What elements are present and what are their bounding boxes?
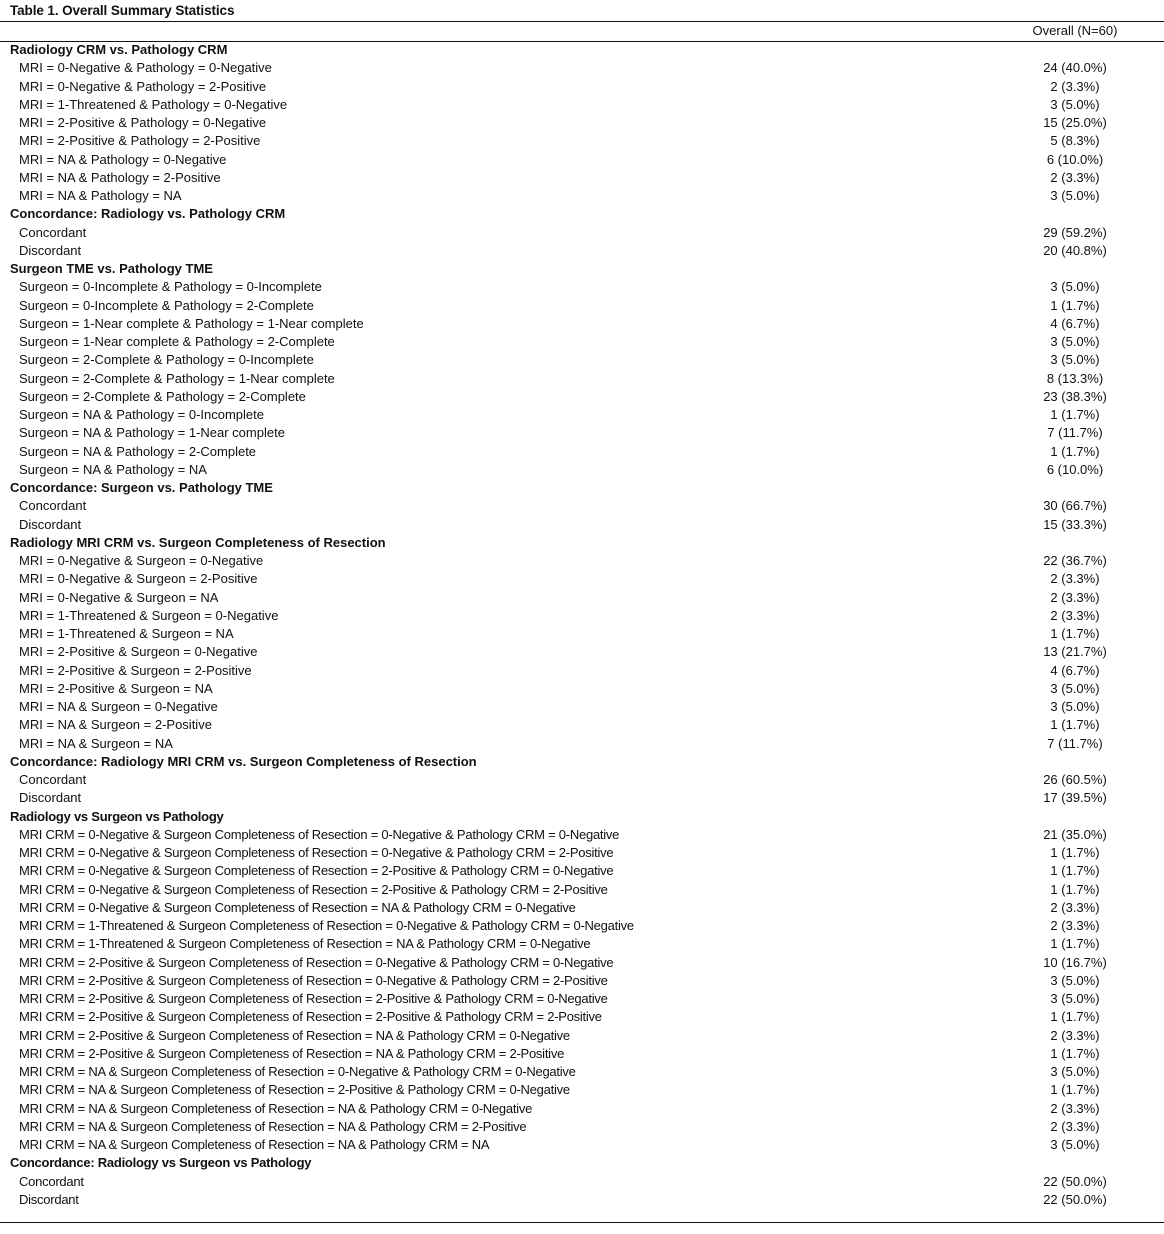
row-value: 1 (1.7%) bbox=[1050, 1009, 1100, 1025]
table-row bbox=[0, 1008, 1164, 1026]
row-value: 4 (6.7%) bbox=[1050, 315, 1100, 331]
row-value: 2 (3.3%) bbox=[1050, 571, 1100, 587]
table-row bbox=[0, 59, 1164, 77]
table-row bbox=[0, 1136, 1164, 1154]
section-header-row bbox=[0, 260, 1164, 278]
row-value: 2 (3.3%) bbox=[1050, 78, 1100, 94]
row-value: 2 (3.3%) bbox=[1050, 1027, 1100, 1043]
table-row bbox=[0, 406, 1164, 424]
row-value: 22 (36.7%) bbox=[1043, 553, 1107, 568]
row-value: 20 (40.8%) bbox=[1043, 242, 1107, 258]
table-row bbox=[0, 570, 1164, 588]
table-row bbox=[0, 443, 1164, 461]
table-row bbox=[0, 315, 1164, 333]
row-label: MRI CRM = 0-Negative & Surgeon Completeness of Resection = NA & Pathology CRM = 0-Negative bbox=[19, 899, 576, 915]
row-label: Surgeon = 2-Complete & Pathology = 2-Complete bbox=[19, 388, 306, 404]
table-row bbox=[0, 662, 1164, 680]
table-row bbox=[0, 187, 1164, 205]
row-label: MRI = 2-Positive & Surgeon = 2-Positive bbox=[19, 662, 252, 678]
table-row bbox=[0, 972, 1164, 990]
row-value: 3 (5.0%) bbox=[1050, 972, 1100, 988]
table-row bbox=[0, 698, 1164, 716]
row-value: 30 (66.7%) bbox=[1043, 498, 1107, 514]
row-label: Surgeon = 2-Complete & Pathology = 1-Near complete bbox=[19, 370, 335, 386]
section-header-row bbox=[0, 479, 1164, 497]
table-row bbox=[0, 1045, 1164, 1063]
table-row bbox=[0, 826, 1164, 844]
row-value: 7 (11.7%) bbox=[1047, 425, 1103, 441]
table-row bbox=[0, 224, 1164, 242]
row-label: MRI CRM = 2-Positive & Surgeon Completeness of Resection = NA & Pathology CRM = 2-Positive bbox=[19, 1045, 565, 1061]
row-label: MRI CRM = 2-Positive & Surgeon Completeness of Resection = 2-Positive & Pathology CRM = 0-Negative bbox=[19, 991, 608, 1006]
row-value: 3 (5.0%) bbox=[1050, 699, 1100, 714]
row-value: 21 (35.0%) bbox=[1043, 826, 1107, 842]
row-value: 3 (5.0%) bbox=[1050, 991, 1100, 1006]
row-value: 3 (5.0%) bbox=[1050, 352, 1100, 368]
row-value: 2 (3.3%) bbox=[1050, 169, 1100, 185]
row-label: Concordant bbox=[19, 498, 87, 514]
table-row bbox=[0, 680, 1164, 698]
row-label: Surgeon = 0-Incomplete & Pathology = 0-Incomplete bbox=[19, 279, 322, 295]
row-label: MRI CRM = 0-Negative & Surgeon Completeness of Resection = 0-Negative & Pathology CRM = 2-Positive bbox=[19, 845, 614, 860]
row-label: Surgeon = 1-Near complete & Pathology = 1-Near complete bbox=[19, 315, 364, 331]
table-row bbox=[0, 552, 1164, 570]
row-value: 3 (5.0%) bbox=[1050, 1137, 1100, 1152]
row-label: Surgeon = NA & Pathology = 0-Incomplete bbox=[19, 407, 264, 422]
row-label: Surgeon = NA & Pathology = 1-Near complete bbox=[19, 425, 285, 441]
row-label: MRI CRM = 2-Positive & Surgeon Completeness of Resection = 0-Negative & Pathology CRM = 0-Negative bbox=[19, 954, 614, 970]
table-row bbox=[0, 954, 1164, 972]
row-value: 1 (1.7%) bbox=[1050, 1045, 1100, 1061]
table-bottom-rule bbox=[0, 1222, 1164, 1223]
table-row bbox=[0, 370, 1164, 388]
row-label: MRI CRM = NA & Surgeon Completeness of Resection = 0-Negative & Pathology CRM = 0-Negative bbox=[19, 1064, 576, 1079]
table-body bbox=[0, 41, 1164, 1209]
row-label: MRI CRM = 0-Negative & Surgeon Completeness of Resection = 0-Negative & Pathology CRM = 0-Negative bbox=[19, 826, 620, 842]
table-row bbox=[0, 96, 1164, 114]
row-label: MRI = 0-Negative & Surgeon = NA bbox=[19, 589, 219, 605]
row-label: MRI = 0-Negative & Pathology = 2-Positive bbox=[19, 78, 267, 94]
row-label: MRI = 2-Positive & Pathology = 0-Negative bbox=[19, 115, 267, 130]
row-value: 22 (50.0%) bbox=[1043, 1173, 1107, 1189]
section-header-row bbox=[0, 205, 1164, 223]
table-row bbox=[0, 351, 1164, 369]
table-row bbox=[0, 497, 1164, 515]
row-label: MRI CRM = NA & Surgeon Completeness of Resection = NA & Pathology CRM = NA bbox=[19, 1137, 490, 1152]
row-label: MRI = NA & Pathology = 0-Negative bbox=[19, 151, 227, 167]
row-label: Surgeon = 1-Near complete & Pathology = 2-Complete bbox=[19, 334, 335, 349]
row-label: Discordant bbox=[19, 790, 82, 806]
table-top-rule bbox=[0, 21, 1164, 22]
row-label: Discordant bbox=[19, 1191, 79, 1207]
section-header-row bbox=[0, 534, 1164, 552]
row-value: 2 (3.3%) bbox=[1050, 899, 1100, 915]
column-header-overall: Overall (N=60) bbox=[1032, 23, 1118, 38]
row-label: Surgeon = 2-Complete & Pathology = 0-Incomplete bbox=[19, 352, 314, 368]
table-row bbox=[0, 789, 1164, 807]
section-title: Radiology CRM vs. Pathology CRM bbox=[10, 42, 228, 57]
table-row bbox=[0, 114, 1164, 132]
row-value: 24 (40.0%) bbox=[1043, 60, 1107, 76]
table-row bbox=[0, 242, 1164, 260]
row-label: Surgeon = NA & Pathology = NA bbox=[19, 461, 207, 477]
section-header-row bbox=[0, 1154, 1164, 1172]
row-label: MRI CRM = 2-Positive & Surgeon Completeness of Resection = 2-Positive & Pathology CRM = 2-Positive bbox=[19, 1009, 602, 1025]
row-value: 2 (3.3%) bbox=[1050, 918, 1100, 933]
table-row bbox=[0, 461, 1164, 479]
row-value: 1 (1.7%) bbox=[1050, 443, 1100, 459]
row-value: 29 (59.2%) bbox=[1043, 224, 1107, 240]
row-label: MRI = 2-Positive & Pathology = 2-Positive bbox=[19, 133, 261, 149]
row-label: MRI = 1-Threatened & Surgeon = 0-Negative bbox=[19, 607, 279, 623]
row-value: 2 (3.3%) bbox=[1050, 607, 1100, 623]
row-value: 17 (39.5%) bbox=[1043, 790, 1107, 806]
section-title: Radiology vs Surgeon vs Pathology bbox=[10, 808, 224, 824]
row-value: 5 (8.3%) bbox=[1050, 133, 1100, 149]
section-title: Concordance: Radiology vs Surgeon vs Pathology bbox=[10, 1155, 312, 1171]
section-header-row bbox=[0, 41, 1164, 59]
table-row bbox=[0, 132, 1164, 150]
table-row bbox=[0, 935, 1164, 953]
row-value: 1 (1.7%) bbox=[1050, 407, 1100, 422]
row-value: 2 (3.3%) bbox=[1050, 1100, 1100, 1116]
table-row bbox=[0, 278, 1164, 296]
row-value: 3 (5.0%) bbox=[1050, 279, 1100, 295]
row-value: 6 (10.0%) bbox=[1046, 151, 1104, 167]
section-title: Concordance: Radiology MRI CRM vs. Surgeon Completeness of Resection bbox=[10, 753, 477, 769]
row-value: 1 (1.7%) bbox=[1050, 863, 1100, 879]
table-row bbox=[0, 1118, 1164, 1136]
row-value: 15 (33.3%) bbox=[1043, 516, 1107, 532]
row-value: 3 (5.0%) bbox=[1050, 1064, 1100, 1079]
row-label: MRI = NA & Surgeon = 2-Positive bbox=[19, 717, 212, 733]
table-row bbox=[0, 424, 1164, 442]
row-value: 1 (1.7%) bbox=[1050, 936, 1100, 952]
table-row bbox=[0, 643, 1164, 661]
table-row bbox=[0, 625, 1164, 643]
row-label: MRI = NA & Surgeon = NA bbox=[19, 735, 173, 751]
row-label: MRI CRM = 1-Threatened & Surgeon Completeness of Resection = 0-Negative & Pathology CRM = 0-Negative bbox=[19, 918, 634, 933]
row-label: Discordant bbox=[19, 242, 82, 258]
table-row bbox=[0, 333, 1164, 351]
table-row bbox=[0, 516, 1164, 534]
row-value: 3 (5.0%) bbox=[1050, 680, 1100, 696]
row-value: 1 (1.7%) bbox=[1050, 717, 1100, 733]
row-label: MRI CRM = 1-Threatened & Surgeon Completeness of Resection = NA & Pathology CRM = 0-Negative bbox=[19, 936, 591, 952]
row-label: MRI = NA & Pathology = 2-Positive bbox=[19, 169, 221, 185]
table-row bbox=[0, 881, 1164, 899]
row-label: MRI = 0-Negative & Pathology = 0-Negative bbox=[19, 60, 272, 76]
section-header-row bbox=[0, 753, 1164, 771]
row-label: Surgeon = 0-Incomplete & Pathology = 2-Complete bbox=[19, 297, 314, 313]
table-caption: Table 1. Overall Summary Statistics bbox=[10, 3, 235, 18]
row-label: MRI = 2-Positive & Surgeon = 0-Negative bbox=[19, 644, 258, 660]
row-value: 13 (21.7%) bbox=[1043, 644, 1107, 660]
row-label: Concordant bbox=[19, 1173, 84, 1189]
table-row bbox=[0, 1027, 1164, 1045]
row-label: MRI = NA & Surgeon = 0-Negative bbox=[19, 699, 218, 714]
row-value: 2 (3.3%) bbox=[1050, 1118, 1100, 1134]
row-label: MRI CRM = NA & Surgeon Completeness of Resection = NA & Pathology CRM = 0-Negative bbox=[19, 1100, 533, 1116]
table-row bbox=[0, 1173, 1164, 1191]
row-value: 8 (13.3%) bbox=[1046, 370, 1104, 386]
table-row bbox=[0, 151, 1164, 169]
table-row bbox=[0, 844, 1164, 862]
section-title: Radiology MRI CRM vs. Surgeon Completeness of Resection bbox=[10, 534, 386, 550]
row-label: Discordant bbox=[19, 516, 82, 532]
row-value: 1 (1.7%) bbox=[1050, 297, 1100, 313]
table-row bbox=[0, 862, 1164, 880]
table-row bbox=[0, 589, 1164, 607]
table-row bbox=[0, 1100, 1164, 1118]
table-row bbox=[0, 607, 1164, 625]
row-label: MRI CRM = 2-Positive & Surgeon Completeness of Resection = 0-Negative & Pathology CRM = 2-Positive bbox=[19, 972, 608, 988]
row-value: 7 (11.7%) bbox=[1047, 735, 1103, 751]
row-value: 3 (5.0%) bbox=[1050, 334, 1100, 349]
row-value: 1 (1.7%) bbox=[1050, 626, 1100, 641]
table-row bbox=[0, 735, 1164, 753]
table-row bbox=[0, 1063, 1164, 1081]
row-label: MRI = NA & Pathology = NA bbox=[19, 188, 182, 203]
section-title: Concordance: Radiology vs. Pathology CRM bbox=[10, 206, 286, 222]
row-label: MRI = 1-Threatened & Pathology = 0-Negative bbox=[19, 96, 288, 112]
row-label: MRI CRM = NA & Surgeon Completeness of Resection = 2-Positive & Pathology CRM = 0-Negative bbox=[19, 1082, 570, 1098]
row-value: 15 (25.0%) bbox=[1043, 115, 1107, 130]
row-value: 26 (60.5%) bbox=[1043, 772, 1107, 787]
row-value: 1 (1.7%) bbox=[1050, 1082, 1100, 1098]
row-value: 6 (10.0%) bbox=[1046, 461, 1104, 477]
row-value: 3 (5.0%) bbox=[1050, 96, 1100, 112]
table-row bbox=[0, 990, 1164, 1008]
row-value: 22 (50.0%) bbox=[1043, 1191, 1107, 1207]
table-row bbox=[0, 1081, 1164, 1099]
table-row bbox=[0, 297, 1164, 315]
row-label: Concordant bbox=[19, 224, 87, 240]
row-value: 10 (16.7%) bbox=[1043, 954, 1107, 970]
row-label: MRI = 2-Positive & Surgeon = NA bbox=[19, 680, 213, 696]
row-label: MRI CRM = 2-Positive & Surgeon Completeness of Resection = NA & Pathology CRM = 0-Negative bbox=[19, 1027, 570, 1043]
row-label: MRI CRM = 0-Negative & Surgeon Completeness of Resection = 2-Positive & Pathology CRM = 2-Positive bbox=[19, 881, 608, 897]
section-title: Concordance: Surgeon vs. Pathology TME bbox=[10, 480, 273, 495]
section-title: Surgeon TME vs. Pathology TME bbox=[10, 261, 213, 276]
row-label: MRI = 0-Negative & Surgeon = 2-Positive bbox=[19, 571, 258, 587]
row-value: 3 (5.0%) bbox=[1050, 188, 1100, 203]
table-row bbox=[0, 169, 1164, 187]
table-row bbox=[0, 78, 1164, 96]
row-label: MRI = 0-Negative & Surgeon = 0-Negative bbox=[19, 553, 264, 568]
row-value: 23 (38.3%) bbox=[1043, 388, 1107, 404]
row-label: MRI CRM = NA & Surgeon Completeness of Resection = NA & Pathology CRM = 2-Positive bbox=[19, 1118, 527, 1134]
table-row bbox=[0, 716, 1164, 734]
row-value: 1 (1.7%) bbox=[1050, 881, 1100, 897]
row-label: Concordant bbox=[19, 772, 87, 787]
table-row bbox=[0, 899, 1164, 917]
row-label: Surgeon = NA & Pathology = 2-Complete bbox=[19, 443, 257, 459]
table-row bbox=[0, 771, 1164, 789]
row-value: 1 (1.7%) bbox=[1050, 845, 1100, 860]
section-header-row bbox=[0, 808, 1164, 826]
table-row bbox=[0, 917, 1164, 935]
row-label: MRI CRM = 0-Negative & Surgeon Completeness of Resection = 2-Positive & Pathology CRM = 0-Negative bbox=[19, 863, 614, 879]
row-value: 2 (3.3%) bbox=[1050, 589, 1100, 605]
row-value: 4 (6.7%) bbox=[1050, 662, 1100, 678]
row-label: MRI = 1-Threatened & Surgeon = NA bbox=[19, 626, 234, 641]
table-row bbox=[0, 388, 1164, 406]
table-row bbox=[0, 1191, 1164, 1209]
